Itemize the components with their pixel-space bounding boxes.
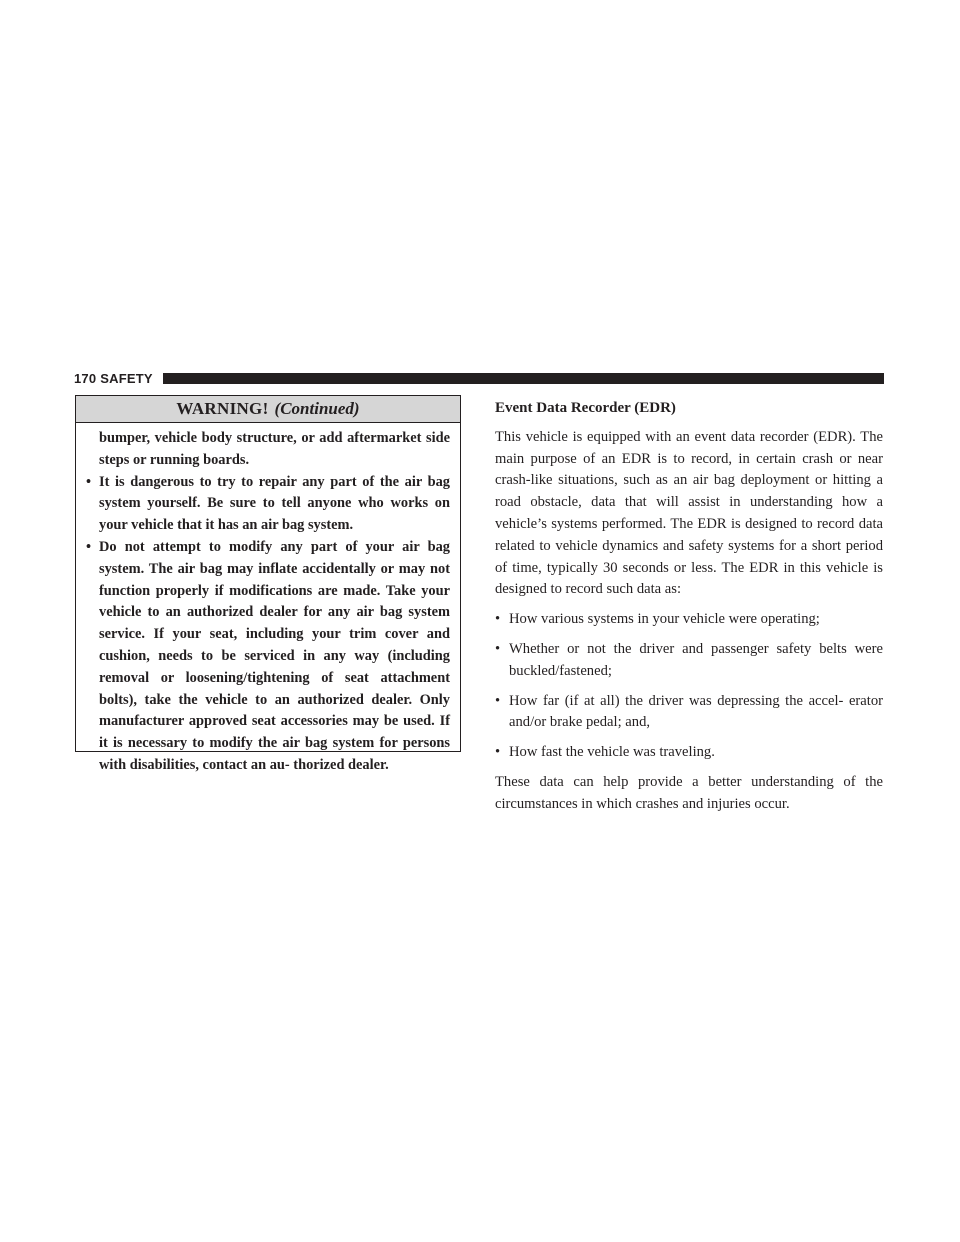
section-name: SAFETY <box>100 370 153 386</box>
bullet-icon: • <box>495 640 501 657</box>
page-number-label <box>74 371 157 386</box>
warning-item-text: Do not attempt to modify any part of your air bag system. The air bag may inflate accidentally or may not function properly if modifications are made. Take your vehicle to an authorized dealer for any air bag system service. If your seat, including your trim cover and cushion, needs to be serviced in any way (including removal or loosening/tightening of seat attachment bolts), take the vehicle to an authorized dealer. Only manufacturer approved seat accessories may be used. If it is necessary to modify the air bag system for persons with disabilities, contact an au- thorized dealer. <box>99 538 450 773</box>
list-item-text: Whether or not the driver and passenger safety belts were buckled/fastened; <box>509 640 883 679</box>
section-title: Event Data Recorder (EDR) <box>495 400 676 416</box>
list-item-text: How fast the vehicle was traveling. <box>509 744 715 761</box>
list-item <box>495 609 883 631</box>
page-number: 170 <box>74 370 97 386</box>
edr-intro: This vehicle is equipped with an event data recorder (EDR). The main purpose of an EDR is to record, in certain crash or near crash-like situations, such as an air bag deployment or hitting a road obstacle, data that will assist in understanding how a vehicle’s systems performed. The EDR is designed to record data related to vehicle dynamics and safety systems for a short period of time, typically 30 seconds or less. The EDR in this vehicle is designed to record such data as: <box>495 428 883 598</box>
list-item-text: How various systems in your vehicle were operating; <box>509 611 820 628</box>
bullet-icon: • <box>86 538 92 555</box>
edr-section <box>495 398 883 824</box>
warning-title: WARNING! <box>176 399 269 418</box>
page-header <box>74 368 884 388</box>
bullet-icon: • <box>495 611 501 628</box>
warning-header <box>76 396 460 423</box>
bullet-icon: • <box>86 473 92 490</box>
list-item <box>495 691 883 735</box>
list-item <box>495 639 883 683</box>
header-rule <box>163 373 884 384</box>
edr-closing: These data can help provide a better understanding of the circumstances in which crashes and injuries occur. <box>495 773 883 812</box>
warning-item-text: It is dangerous to try to repair any part of the air bag system yourself. Be sure to tell anyone who works on your vehicle that it has an air bag system. <box>99 473 450 534</box>
warning-box <box>75 395 461 773</box>
warning-item <box>86 537 450 777</box>
bullet-icon: • <box>495 744 501 761</box>
bullet-icon: • <box>495 692 501 709</box>
list-item-text: How far (if at all) the driver was depressing the accel- erator and/or brake pedal; and, <box>509 692 883 731</box>
warning-continued: (Continued) <box>274 399 360 418</box>
list-item <box>495 742 883 764</box>
warning-lead-text: bumper, vehicle body structure, or add aftermarket side steps or running boards. <box>99 430 450 468</box>
warning-body <box>76 423 460 777</box>
warning-item <box>86 472 450 537</box>
